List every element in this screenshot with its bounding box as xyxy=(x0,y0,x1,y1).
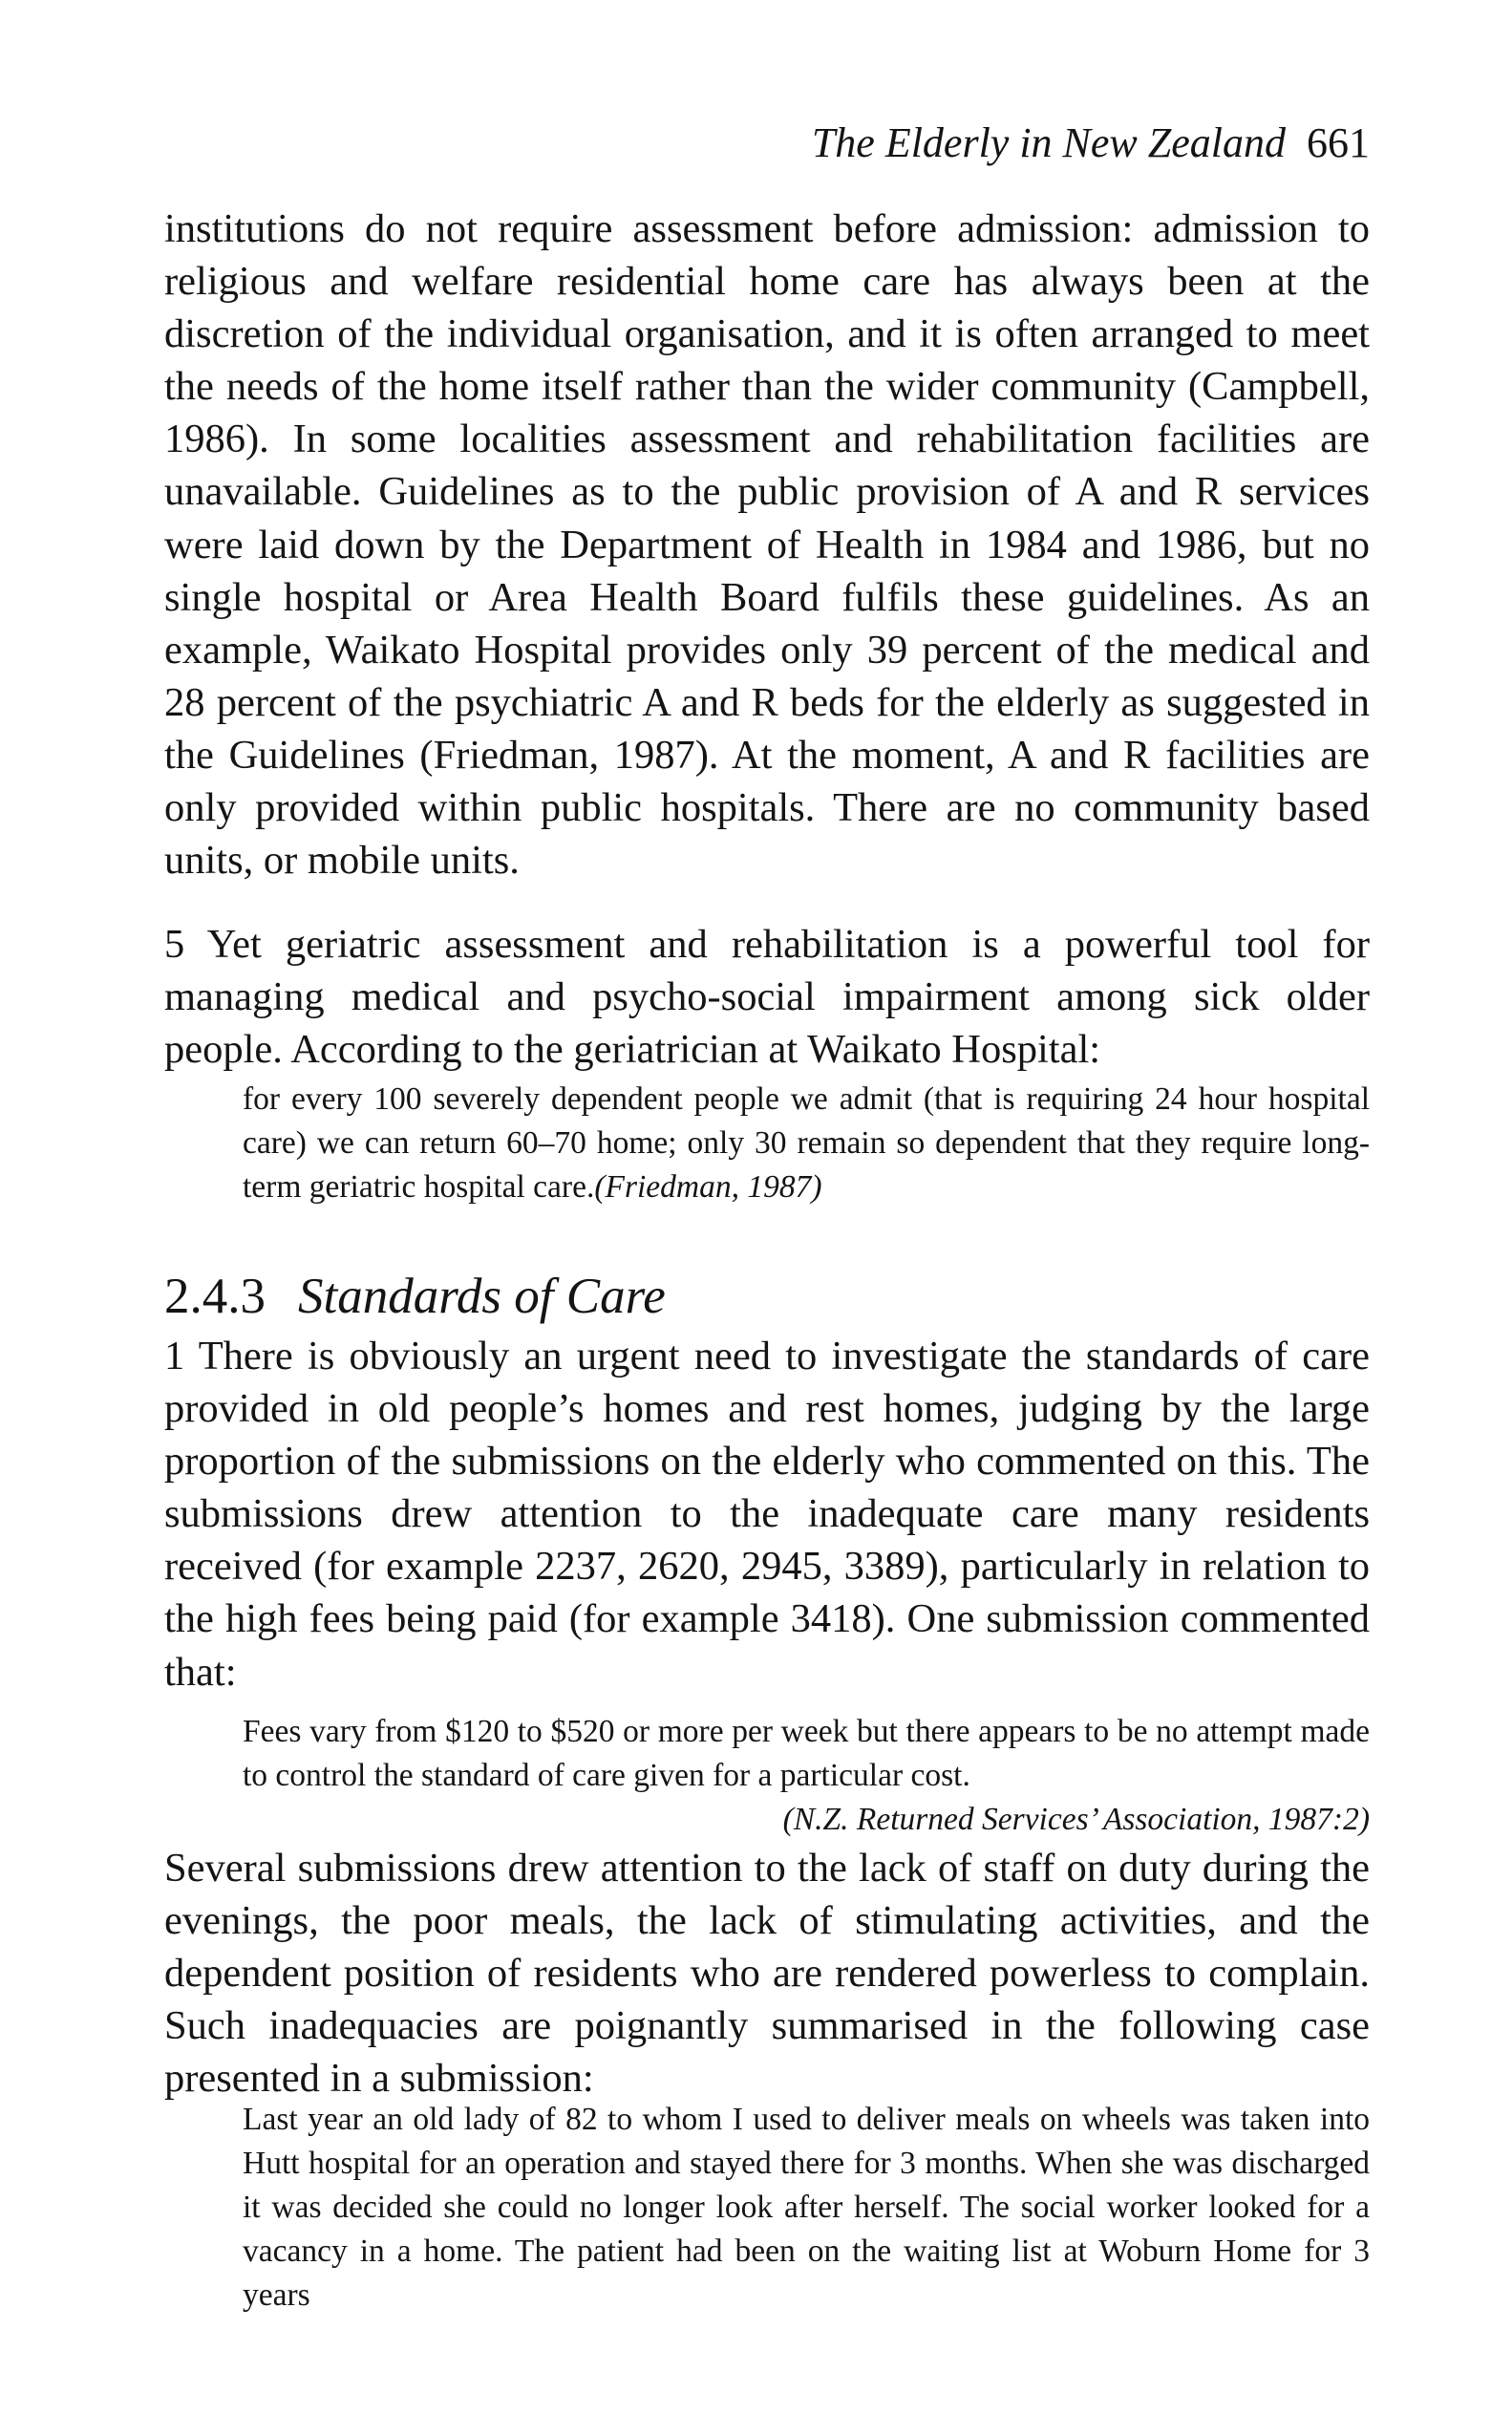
block-quote-fees xyxy=(243,1710,1370,1842)
block-quote-case: Last year an old lady of 82 to whom I used to deliver meals on wheels was taken into Hutt hospital for an operation and stayed there for 3 months. When she was discharged it was decided she could no longer look after herself. The social worker looked for a vacancy in a home. The patient had been on the waiting list at Woburn Home for 3 years xyxy=(243,2102,1370,2313)
quote-citation: (Friedman, 1987) xyxy=(594,1169,822,1205)
running-title: The Elderly in New Zealand xyxy=(811,119,1286,166)
quote-text: Fees vary from $120 to $520 or more per week but there appears to be no attempt made to control the standard of care given for a particular cost. xyxy=(243,1714,1370,1793)
section-heading xyxy=(164,1263,666,1330)
page-number: 661 xyxy=(1307,119,1370,166)
block-quote-geriatrician xyxy=(243,1078,1370,1209)
running-header xyxy=(164,115,1370,172)
section-title: Standards of Care xyxy=(298,1269,666,1324)
paragraph-continued: institutions do not require assessment before admission: admission to religious and welfare residential home care has always been at the discretion of the individual organisation, and it is often arranged to meet the needs of the home itself rather than the wider community (Campbell, 1986). In some localities assessment and rehabilitation facilities are unavailable. Guidelines as to the public provision of A and R services were laid down by the Department of Health in 1984 and 1986, but no single hospital or Area Health Board fulfils these guidelines. As an example, Waikato Hospital provides only 39 percent of the medical and 28 percent of the psychiatric A and R beds for the elderly as suggested in the Guidelines (Friedman, 1987). At the moment, A and R facilities are only provided within public hospitals. There are no community based units, or mobile units. xyxy=(164,206,1370,884)
paragraph-5: 5 Yet geriatric assessment and rehabilitation is a powerful tool for managing medical and psycho-social impairment among sick older people. According to the geriatrician at Waikato Hospital: xyxy=(164,922,1370,1073)
paragraph-1: 1 There is obviously an urgent need to investigate the standards of care provided in old people’s homes and rest homes, judging by the large proportion of the submissions on the elderly who commented on this. The submissions drew attention to the inadequate care many residents received (for example 2237, 2620, 2945, 3389), particularly in relation to the high fees being paid (for example 3418). One submission commented that: xyxy=(164,1334,1370,1695)
quote-citation: (N.Z. Returned Services’ Association, 1987:2) xyxy=(782,1802,1370,1837)
paragraph-several-submissions: Several submissions drew attention to the lack of staff on duty during the evenings, the poor meals, the lack of stimulating activities, and the dependent position of residents who are rendered powerless to complain. Such inadequacies are poignantly summarised in the following case presented in a submission: xyxy=(164,1846,1370,2102)
section-number: 2.4.3 xyxy=(164,1269,266,1324)
quote-text: for every 100 severely dependent people we admit (that is requiring 24 hour hospital care) we can return 60–70 home; only 30 remain so dependent that they require long-term geriatric hospital care. xyxy=(243,1081,1370,1205)
